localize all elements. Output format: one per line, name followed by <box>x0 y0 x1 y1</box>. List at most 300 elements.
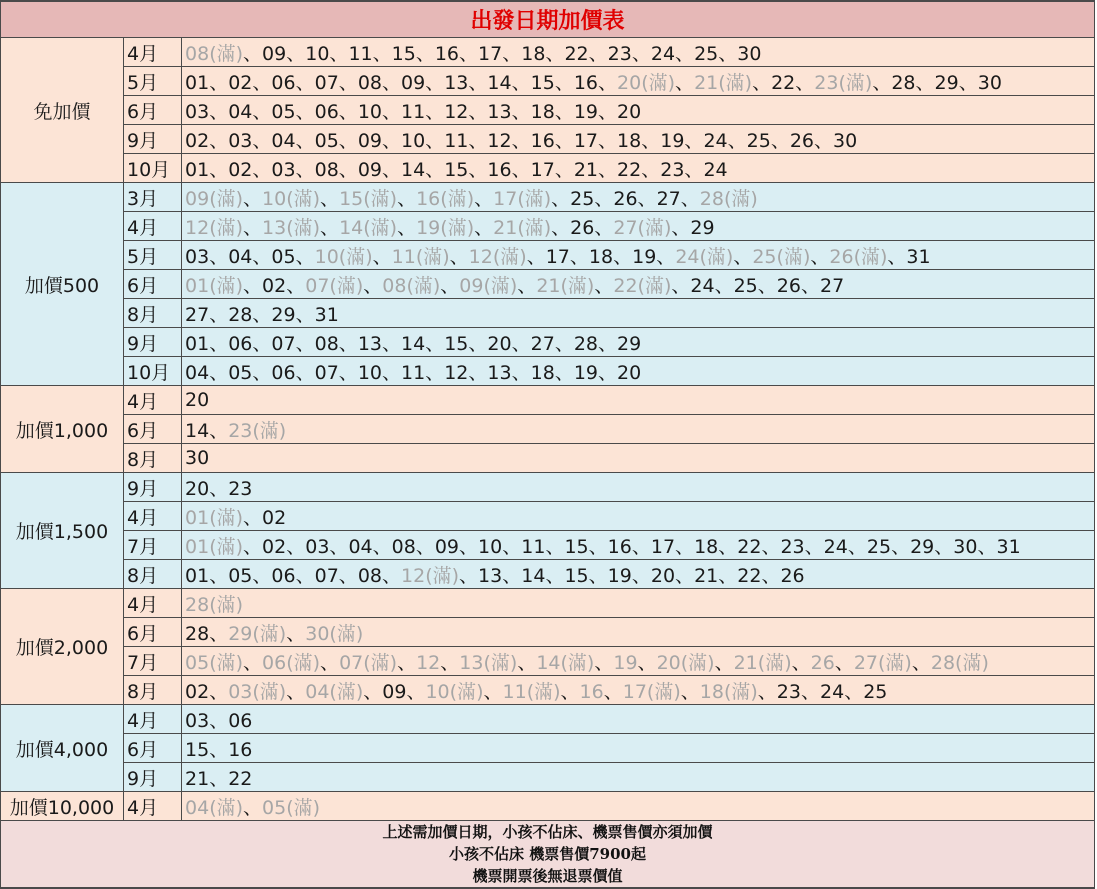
date-available <box>478 565 502 587</box>
full-suffix: (滿) <box>637 216 672 239</box>
date-separator: 、 <box>554 100 574 123</box>
date-separator: 、 <box>569 245 589 268</box>
surcharge-group-label: 加價10,000 <box>1 792 124 821</box>
date-separator: 、 <box>598 100 618 123</box>
date-full <box>185 188 243 210</box>
date-separator: 、 <box>511 100 531 123</box>
date-value: 16 <box>573 71 599 94</box>
date-available <box>435 536 459 558</box>
date-value: 20 <box>487 332 512 355</box>
date-available <box>564 565 588 587</box>
date-value: 15 <box>339 187 364 210</box>
date-full <box>339 188 397 210</box>
surcharge-group-label: 加價500 <box>1 183 124 386</box>
date-separator: 、 <box>517 274 537 297</box>
dates-cell <box>182 444 1095 473</box>
date-value: 19 <box>573 361 599 384</box>
date-separator: 、 <box>911 651 931 674</box>
date-separator: 、 <box>483 680 503 703</box>
date-full <box>416 188 474 210</box>
date-available <box>228 478 252 500</box>
date-value: 03 <box>305 535 330 558</box>
date-available <box>694 43 718 65</box>
date-available <box>185 362 209 384</box>
date-available <box>651 565 675 587</box>
date-value: 30 <box>977 71 1002 94</box>
date-value: 01 <box>185 506 210 529</box>
month-cell: 7月 <box>124 531 182 560</box>
date-full <box>459 275 517 297</box>
date-separator: 、 <box>468 129 488 152</box>
date-available <box>574 333 598 355</box>
table-row <box>1 560 1095 589</box>
table-row <box>1 386 1095 415</box>
date-separator: 、 <box>338 71 358 94</box>
table-row <box>1 96 1095 125</box>
date-value: 31 <box>314 303 339 326</box>
date-available <box>657 188 681 210</box>
date-separator: 、 <box>468 158 488 181</box>
date-value: 12 <box>444 100 469 123</box>
date-separator: 、 <box>847 535 867 558</box>
full-suffix: (滿) <box>878 651 912 674</box>
date-available <box>574 130 598 152</box>
date-full <box>752 246 810 268</box>
date-separator: 、 <box>554 129 574 152</box>
full-suffix: (滿) <box>363 651 398 674</box>
date-value: 28 <box>185 622 210 645</box>
date-available <box>348 43 372 65</box>
date-separator: 、 <box>598 361 618 384</box>
date-full <box>185 43 243 65</box>
date-separator: 、 <box>718 535 738 558</box>
date-value: 15 <box>391 42 416 65</box>
date-value: 09 <box>434 535 460 558</box>
date-full <box>185 797 243 819</box>
date-separator: 、 <box>338 332 358 355</box>
date-value: 12 <box>468 245 493 268</box>
date-separator: 、 <box>511 361 531 384</box>
date-separator: 、 <box>502 564 522 587</box>
date-separator: 、 <box>872 71 892 94</box>
date-value: 18 <box>699 680 724 703</box>
full-suffix: (滿) <box>209 187 244 210</box>
date-separator: 、 <box>397 216 417 239</box>
full-suffix: (滿) <box>955 651 989 674</box>
date-full <box>416 217 474 239</box>
date-available <box>401 72 425 94</box>
date-separator: 、 <box>209 709 229 732</box>
table-row <box>1 763 1095 792</box>
date-separator: 、 <box>295 71 315 94</box>
date-value: 20 <box>185 477 210 500</box>
full-suffix: (滿) <box>449 680 484 703</box>
date-value: 07 <box>314 361 339 384</box>
date-value: 21 <box>694 71 719 94</box>
date-separator: 、 <box>810 245 830 268</box>
full-suffix: (滿) <box>718 71 753 94</box>
note-line: 上述需加價日期，小孩不佔床、機票售價亦須加價 <box>382 823 713 841</box>
date-value: 07 <box>314 564 339 587</box>
date-value: 15 <box>564 564 589 587</box>
date-full <box>185 594 243 616</box>
full-suffix: (滿) <box>560 274 595 297</box>
dates-cell <box>182 183 1095 212</box>
date-value: 01 <box>185 564 210 587</box>
date-value: 10 <box>262 187 287 210</box>
table-row <box>1 618 1095 647</box>
date-separator: 、 <box>252 129 272 152</box>
date-value: 06 <box>314 100 339 123</box>
date-available <box>833 130 857 152</box>
date-value: 25 <box>733 274 758 297</box>
date-separator: 、 <box>338 129 358 152</box>
date-value: 20 <box>617 71 642 94</box>
date-value: 30 <box>737 42 762 65</box>
date-separator: 、 <box>209 245 229 268</box>
date-separator: 、 <box>252 158 272 181</box>
date-separator: 、 <box>397 651 417 674</box>
date-available <box>574 101 598 123</box>
date-separator: 、 <box>631 42 651 65</box>
date-separator: 、 <box>382 564 402 587</box>
date-separator: 、 <box>598 332 618 355</box>
date-separator: 、 <box>718 42 738 65</box>
date-available <box>228 246 252 268</box>
date-value: 27 <box>853 651 879 674</box>
date-value: 14 <box>536 651 561 674</box>
date-value: 23 <box>776 680 801 703</box>
full-suffix: (滿) <box>209 593 244 616</box>
month-cell: 3月 <box>124 183 182 212</box>
date-value: 02 <box>228 158 253 181</box>
date-separator: 、 <box>209 332 229 355</box>
date-separator: 、 <box>934 535 954 558</box>
date-value: 08 <box>357 564 382 587</box>
date-available <box>694 565 718 587</box>
date-available <box>444 101 468 123</box>
date-value: 19 <box>607 564 632 587</box>
date-separator: 、 <box>474 216 494 239</box>
date-available <box>608 43 632 65</box>
date-separator: 、 <box>372 535 392 558</box>
date-value: 05 <box>271 100 296 123</box>
date-separator: 、 <box>671 216 691 239</box>
date-available <box>382 681 406 703</box>
date-available <box>694 536 718 558</box>
date-full <box>613 652 637 674</box>
date-available <box>531 101 555 123</box>
date-available <box>777 681 801 703</box>
date-value: 17 <box>573 129 599 152</box>
date-available <box>617 130 641 152</box>
full-suffix: (滿) <box>853 245 888 268</box>
date-value: 08 <box>185 42 210 65</box>
table-row <box>1 676 1095 705</box>
date-separator: 、 <box>329 535 349 558</box>
date-available <box>574 159 598 181</box>
date-value: 29 <box>271 303 296 326</box>
date-available <box>228 710 252 732</box>
month-cell: 4月 <box>124 212 182 241</box>
date-available <box>617 101 641 123</box>
dates-cell <box>182 502 1095 531</box>
date-available <box>617 333 641 355</box>
full-suffix: (滿) <box>415 245 450 268</box>
date-separator: 、 <box>252 361 272 384</box>
date-value: 17 <box>545 245 570 268</box>
date-value: 28 <box>573 332 599 355</box>
date-value: 10 <box>357 361 382 384</box>
date-separator: 、 <box>594 651 614 674</box>
date-separator: 、 <box>844 680 864 703</box>
date-available <box>651 536 675 558</box>
month-cell: 6月 <box>124 415 182 444</box>
date-separator: 、 <box>551 216 571 239</box>
full-suffix: (滿) <box>723 187 758 210</box>
date-separator: 、 <box>468 332 488 355</box>
date-separator: 、 <box>209 129 229 152</box>
date-separator: 、 <box>320 216 340 239</box>
date-value: 06 <box>228 709 253 732</box>
date-full <box>425 681 483 703</box>
date-separator: 、 <box>511 332 531 355</box>
date-available <box>996 536 1020 558</box>
date-available <box>262 275 286 297</box>
month-cell: 6月 <box>124 618 182 647</box>
date-available <box>401 159 425 181</box>
date-available <box>608 536 632 558</box>
full-suffix: (滿) <box>286 651 321 674</box>
date-available <box>228 333 252 355</box>
full-suffix: (滿) <box>425 564 460 587</box>
date-available <box>315 72 339 94</box>
date-value: 07 <box>314 71 339 94</box>
full-suffix: (滿) <box>286 216 321 239</box>
date-value: 04 <box>228 100 253 123</box>
date-value: 16 <box>530 129 555 152</box>
date-value: 15 <box>185 738 210 761</box>
date-full <box>315 246 373 268</box>
date-full <box>262 188 320 210</box>
date-separator: 、 <box>761 535 781 558</box>
date-separator: 、 <box>372 42 392 65</box>
date-separator: 、 <box>468 100 488 123</box>
date-value: 19 <box>416 216 441 239</box>
date-available <box>570 188 594 210</box>
date-available <box>777 275 801 297</box>
date-separator: 、 <box>800 274 820 297</box>
date-available <box>780 536 804 558</box>
date-available <box>790 130 814 152</box>
date-separator: 、 <box>770 129 790 152</box>
date-value: 03 <box>185 709 210 732</box>
surcharge-group-label: 加價2,000 <box>1 589 124 705</box>
date-full <box>228 623 286 645</box>
date-value: 03 <box>185 245 210 268</box>
date-value: 24 <box>703 129 728 152</box>
date-available <box>185 447 209 469</box>
table-row <box>1 270 1095 299</box>
date-available <box>228 362 252 384</box>
date-separator: 、 <box>295 100 315 123</box>
date-available <box>444 159 468 181</box>
date-separator: 、 <box>502 42 522 65</box>
date-full <box>262 652 320 674</box>
date-value: 14 <box>401 332 426 355</box>
date-value: 23 <box>780 535 805 558</box>
date-value: 26 <box>829 245 854 268</box>
date-available <box>703 159 727 181</box>
date-available <box>891 72 915 94</box>
date-value: 31 <box>996 535 1021 558</box>
date-separator: 、 <box>594 187 614 210</box>
date-full <box>657 652 715 674</box>
date-separator: 、 <box>425 361 445 384</box>
date-available <box>824 536 848 558</box>
full-suffix: (滿) <box>209 216 244 239</box>
date-separator: 、 <box>382 100 402 123</box>
date-separator: 、 <box>598 129 618 152</box>
date-available <box>185 130 209 152</box>
date-available <box>228 565 252 587</box>
date-value: 03 <box>228 680 253 703</box>
full-suffix: (滿) <box>252 622 287 645</box>
full-suffix: (滿) <box>286 187 321 210</box>
date-value: 08 <box>314 332 339 355</box>
date-separator: 、 <box>560 680 580 703</box>
date-value: 23 <box>228 419 253 442</box>
date-available <box>185 389 209 411</box>
date-value: 11 <box>444 129 469 152</box>
month-cell: 9月 <box>124 328 182 357</box>
date-separator: 、 <box>209 71 229 94</box>
date-available <box>521 536 545 558</box>
date-separator: 、 <box>338 100 358 123</box>
date-available <box>703 130 727 152</box>
date-value: 28 <box>228 303 253 326</box>
date-separator: 、 <box>727 129 747 152</box>
date-full <box>382 275 440 297</box>
date-available <box>271 72 295 94</box>
full-suffix: (滿) <box>680 651 715 674</box>
dates-cell <box>182 212 1095 241</box>
date-value: 11 <box>348 42 373 65</box>
month-cell: 10月 <box>124 357 182 386</box>
dates-cell <box>182 67 1095 96</box>
date-separator: 、 <box>511 158 531 181</box>
date-value: 15 <box>444 158 469 181</box>
table-row <box>1 183 1095 212</box>
month-cell: 10月 <box>124 154 182 183</box>
date-full <box>694 72 752 94</box>
date-value: 22 <box>228 767 253 790</box>
table-row <box>1 589 1095 618</box>
date-available <box>589 246 613 268</box>
date-value: 03 <box>228 129 253 152</box>
date-separator: 、 <box>295 303 315 326</box>
full-suffix: (滿) <box>329 274 364 297</box>
date-value: 23 <box>607 42 632 65</box>
date-available <box>315 565 339 587</box>
date-separator: 、 <box>757 274 777 297</box>
date-value: 26 <box>789 129 815 152</box>
month-cell: 4月 <box>124 386 182 415</box>
date-value: 17 <box>530 158 555 181</box>
date-value: 29 <box>910 535 935 558</box>
date-separator: 、 <box>209 564 229 587</box>
date-value: 29 <box>934 71 959 94</box>
date-value: 21 <box>694 564 719 587</box>
full-suffix: (滿) <box>699 245 734 268</box>
date-separator: 、 <box>468 71 488 94</box>
date-value: 22 <box>737 535 762 558</box>
dates-cell <box>182 647 1095 676</box>
date-value: 21 <box>733 651 758 674</box>
date-value: 16 <box>487 158 512 181</box>
full-suffix: (滿) <box>440 216 475 239</box>
date-available <box>487 130 511 152</box>
date-value: 14 <box>521 564 546 587</box>
date-separator: 、 <box>329 42 349 65</box>
date-value: 16 <box>228 738 253 761</box>
date-separator: 、 <box>295 564 315 587</box>
month-cell: 5月 <box>124 241 182 270</box>
full-suffix: (滿) <box>492 245 527 268</box>
date-value: 25 <box>752 245 777 268</box>
date-value: 12 <box>401 564 426 587</box>
date-full <box>339 217 397 239</box>
month-cell: 8月 <box>124 444 182 473</box>
full-suffix: (滿) <box>517 216 552 239</box>
date-value: 12 <box>444 361 469 384</box>
date-separator: 、 <box>675 535 695 558</box>
date-separator: 、 <box>243 651 263 674</box>
date-value: 28 <box>891 71 916 94</box>
date-value: 18 <box>530 361 555 384</box>
date-separator: 、 <box>459 564 479 587</box>
date-separator: 、 <box>598 158 618 181</box>
date-full <box>493 188 551 210</box>
date-value: 05 <box>185 651 210 674</box>
date-available <box>315 333 339 355</box>
date-value: 26 <box>570 216 595 239</box>
date-full <box>536 275 594 297</box>
date-available <box>185 246 209 268</box>
date-separator: 、 <box>718 564 738 587</box>
full-suffix: (滿) <box>723 680 758 703</box>
date-separator: 、 <box>338 158 358 181</box>
date-separator: 、 <box>320 651 340 674</box>
surcharge-table-body <box>1 1 1095 888</box>
date-value: 10 <box>314 245 339 268</box>
date-separator: 、 <box>449 245 469 268</box>
date-value: 08 <box>357 71 382 94</box>
date-separator: 、 <box>594 216 614 239</box>
date-available <box>632 246 656 268</box>
date-separator: 、 <box>209 622 229 645</box>
date-available <box>185 72 209 94</box>
date-available <box>444 333 468 355</box>
date-separator: 、 <box>511 129 531 152</box>
date-separator: 、 <box>397 187 417 210</box>
date-value: 02 <box>185 129 210 152</box>
date-value: 09 <box>185 187 210 210</box>
date-available <box>820 275 844 297</box>
dates-cell <box>182 154 1095 183</box>
full-suffix: (滿) <box>286 796 321 819</box>
table-row <box>1 531 1095 560</box>
